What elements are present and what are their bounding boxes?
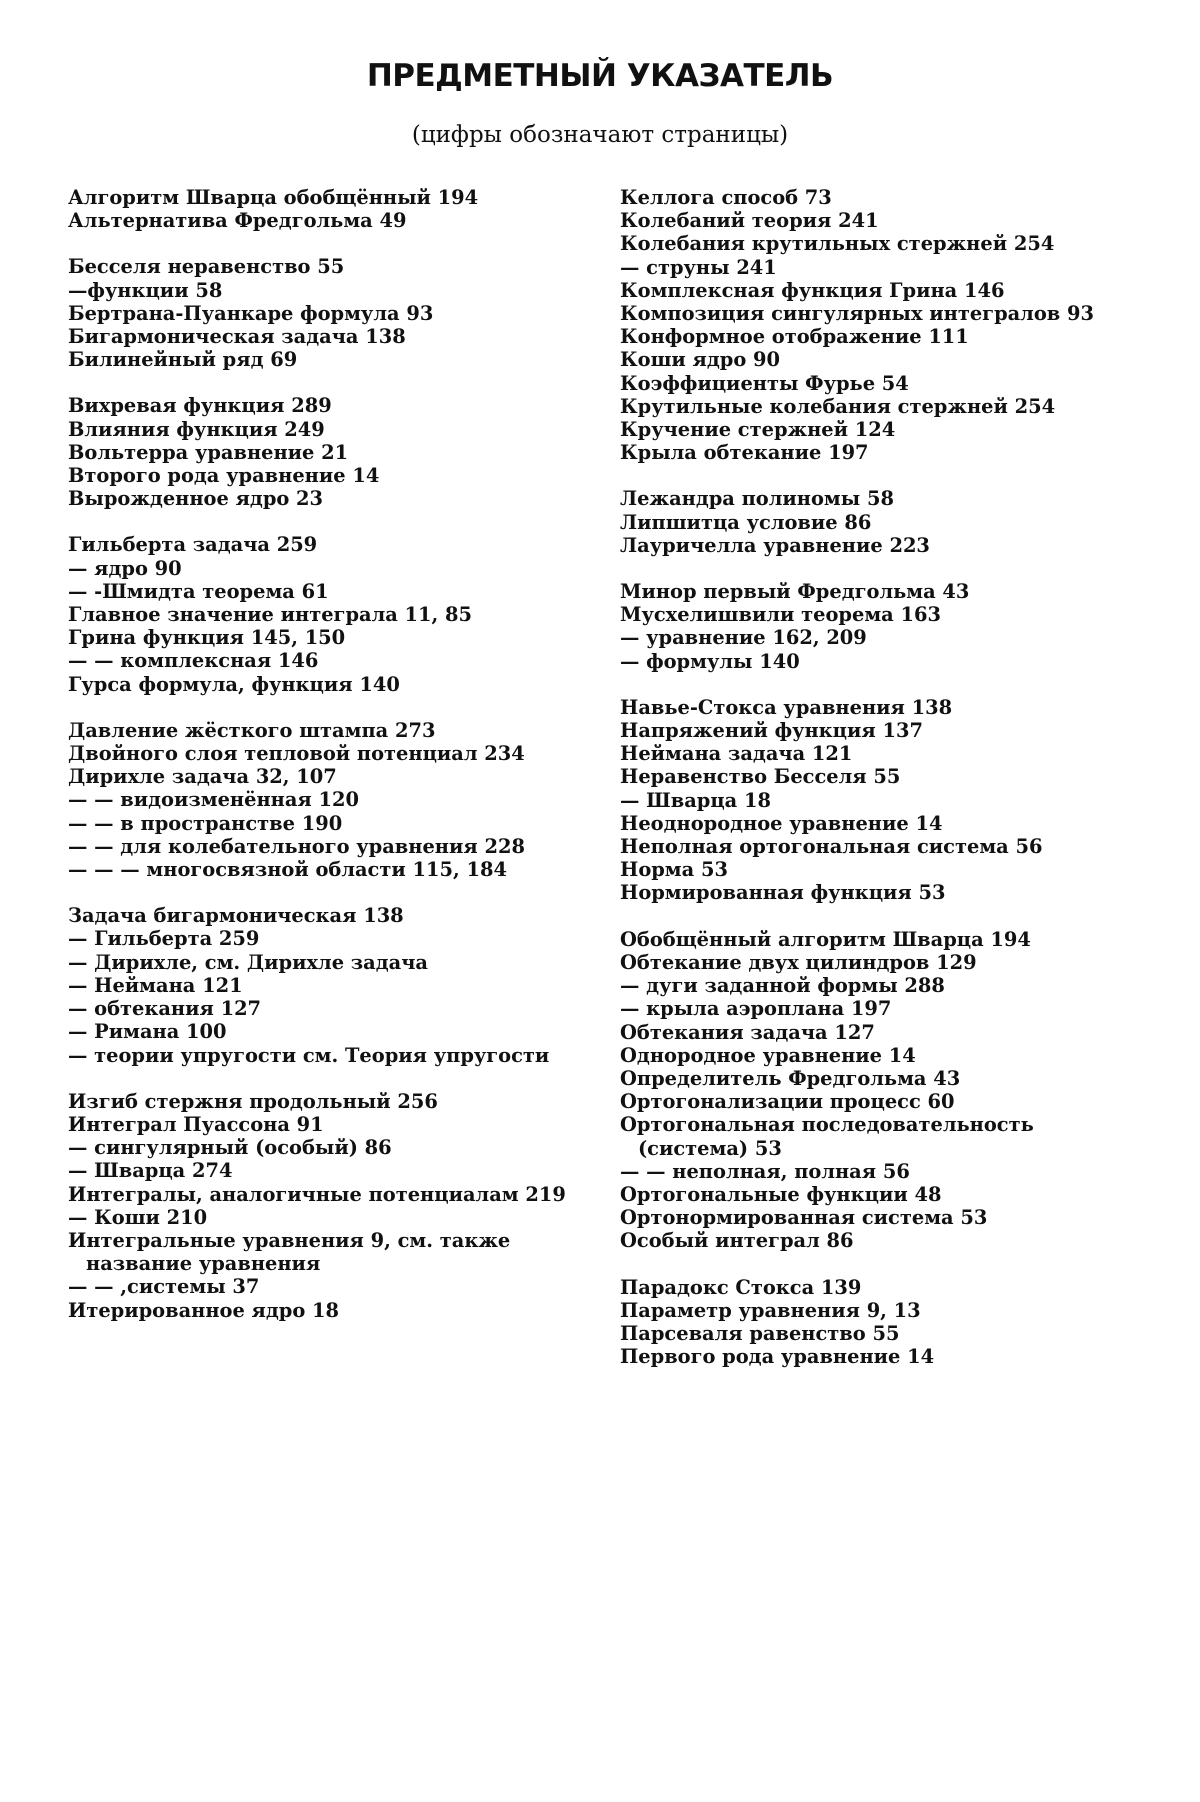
- index-group: [620, 186, 1140, 464]
- index-entry: Мусхелишвили теорема 163: [620, 603, 1140, 626]
- index-entry: — Неймана 121: [68, 974, 588, 997]
- index-entry: Кручение стержней 124: [620, 418, 1140, 441]
- index-entry: Главное значение интеграла 11, 85: [68, 603, 588, 626]
- index-entry: Влияния функция 249: [68, 418, 588, 441]
- index-entry: — дуги заданной формы 288: [620, 974, 1140, 997]
- index-entry: Вихревая функция 289: [68, 394, 588, 417]
- index-entry: Колебания крутильных стержней 254: [620, 232, 1140, 255]
- index-entry: — — — многосвязной области 115, 184: [68, 858, 588, 881]
- index-entry: Липшитца условие 86: [620, 511, 1140, 534]
- index-entry: — формулы 140: [620, 650, 1140, 673]
- index-entry: Бигармоническая задача 138: [68, 325, 588, 348]
- index-group: [68, 533, 588, 695]
- index-entry: Однородное уравнение 14: [620, 1044, 1140, 1067]
- index-entry: Параметр уравнения 9, 13: [620, 1299, 1140, 1322]
- index-entry: Напряжений функция 137: [620, 719, 1140, 742]
- index-entry: Билинейный ряд 69: [68, 348, 588, 371]
- index-entry: Ортогональная последовательность (система) 53: [620, 1113, 1140, 1159]
- index-entry: — уравнение 162, 209: [620, 626, 1140, 649]
- index-entry: Композиция сингулярных интегралов 93: [620, 302, 1140, 325]
- index-entry: — Гильберта 259: [68, 927, 588, 950]
- index-group: [68, 394, 588, 510]
- page-subtitle: (цифры обозначают страницы): [0, 122, 1200, 148]
- index-entry: Дирихле задача 32, 107: [68, 765, 588, 788]
- index-entry: Обтекание двух цилиндров 129: [620, 951, 1140, 974]
- index-group: [620, 696, 1140, 905]
- index-entry: — Шварца 274: [68, 1159, 588, 1182]
- index-entry: Неймана задача 121: [620, 742, 1140, 765]
- index-entry: — Римана 100: [68, 1020, 588, 1043]
- index-entry: — теории упругости см. Теория упругости: [68, 1044, 588, 1067]
- index-entry: — — ,системы 37: [68, 1275, 588, 1298]
- index-entry: — крыла аэроплана 197: [620, 997, 1140, 1020]
- index-entry: Неоднородное уравнение 14: [620, 812, 1140, 835]
- index-entry: Неполная ортогональная система 56: [620, 835, 1140, 858]
- index-entry: Альтернатива Фредгольма 49: [68, 209, 588, 232]
- index-entry: Ортогональные функции 48: [620, 1183, 1140, 1206]
- index-entry: — Коши 210: [68, 1206, 588, 1229]
- index-entry: —функции 58: [68, 279, 588, 302]
- index-entry: Ортогонализации процесс 60: [620, 1090, 1140, 1113]
- index-group: [68, 719, 588, 881]
- index-entry: — Дирихле, см. Дирихле задача: [68, 951, 588, 974]
- index-entry: Алгоритм Шварца обобщённый 194: [68, 186, 588, 209]
- index-entry: Неравенство Бесселя 55: [620, 765, 1140, 788]
- index-entry: Вольтерра уравнение 21: [68, 441, 588, 464]
- index-entry: — струны 241: [620, 256, 1140, 279]
- index-entry: Итерированное ядро 18: [68, 1299, 588, 1322]
- index-entry: Норма 53: [620, 858, 1140, 881]
- index-entry: Гурса формула, функция 140: [68, 673, 588, 696]
- index-entry: Парадокс Стокса 139: [620, 1276, 1140, 1299]
- index-entry: Коши ядро 90: [620, 348, 1140, 371]
- index-entry: Второго рода уравнение 14: [68, 464, 588, 487]
- index-entry: — обтекания 127: [68, 997, 588, 1020]
- index-entry: Грина функция 145, 150: [68, 626, 588, 649]
- index-entry: — Шварца 18: [620, 789, 1140, 812]
- index-entry: Обтекания задача 127: [620, 1021, 1140, 1044]
- index-entry: Интеграл Пуассона 91: [68, 1113, 588, 1136]
- index-entry: Комплексная функция Грина 146: [620, 279, 1140, 302]
- index-entry: Колебаний теория 241: [620, 209, 1140, 232]
- index-entry: Крыла обтекание 197: [620, 441, 1140, 464]
- index-entry: Коэффициенты Фурье 54: [620, 372, 1140, 395]
- index-entry: Минор первый Фредгольма 43: [620, 580, 1140, 603]
- index-column-left: [68, 186, 588, 1345]
- index-entry: Конформное отображение 111: [620, 325, 1140, 348]
- index-entry: Бертрана-Пуанкаре формула 93: [68, 302, 588, 325]
- index-group: [68, 1090, 588, 1322]
- index-entry: — — видоизменённая 120: [68, 788, 588, 811]
- index-entry: Лежандра полиномы 58: [620, 487, 1140, 510]
- index-entry: Особый интеграл 86: [620, 1229, 1140, 1252]
- index-entry: — — неполная, полная 56: [620, 1160, 1140, 1183]
- index-entry: Давление жёсткого штампа 273: [68, 719, 588, 742]
- index-entry: — -Шмидта теорема 61: [68, 580, 588, 603]
- index-entry: Вырожденное ядро 23: [68, 487, 588, 510]
- index-entry: Интегралы, аналогичные потенциалам 219: [68, 1183, 588, 1206]
- index-group: [68, 255, 588, 371]
- index-entry: Гильберта задача 259: [68, 533, 588, 556]
- index-entry: Крутильные колебания стержней 254: [620, 395, 1140, 418]
- index-entry: — сингулярный (особый) 86: [68, 1136, 588, 1159]
- index-entry: Обобщённый алгоритм Шварца 194: [620, 928, 1140, 951]
- index-entry: — ядро 90: [68, 557, 588, 580]
- index-entry: Бесселя неравенство 55: [68, 255, 588, 278]
- index-entry: Ортонормированная система 53: [620, 1206, 1140, 1229]
- index-entry: — — комплексная 146: [68, 649, 588, 672]
- index-group: [620, 928, 1140, 1253]
- page-title: ПРЕДМЕТНЫЙ УКАЗАТЕЛЬ: [0, 58, 1200, 94]
- index-entry: Лауричелла уравнение 223: [620, 534, 1140, 557]
- index-column-right: [620, 186, 1140, 1391]
- index-entry: Интегральные уравнения 9, см. также название уравнения: [68, 1229, 588, 1275]
- index-entry: Задача бигармоническая 138: [68, 904, 588, 927]
- index-group: [68, 904, 588, 1066]
- index-entry: Определитель Фредгольма 43: [620, 1067, 1140, 1090]
- index-entry: — — в пространстве 190: [68, 812, 588, 835]
- index-entry: Изгиб стержня продольный 256: [68, 1090, 588, 1113]
- index-group: [620, 487, 1140, 557]
- index-group: [620, 580, 1140, 673]
- index-entry: Двойного слоя тепловой потенциал 234: [68, 742, 588, 765]
- index-entry: Нормированная функция 53: [620, 881, 1140, 904]
- index-entry: Первого рода уравнение 14: [620, 1345, 1140, 1368]
- index-entry: Парсеваля равенство 55: [620, 1322, 1140, 1345]
- index-entry: — — для колебательного уравнения 228: [68, 835, 588, 858]
- index-group: [620, 1276, 1140, 1369]
- index-group: [68, 186, 588, 232]
- index-entry: Навье-Стокса уравнения 138: [620, 696, 1140, 719]
- index-entry: Келлога способ 73: [620, 186, 1140, 209]
